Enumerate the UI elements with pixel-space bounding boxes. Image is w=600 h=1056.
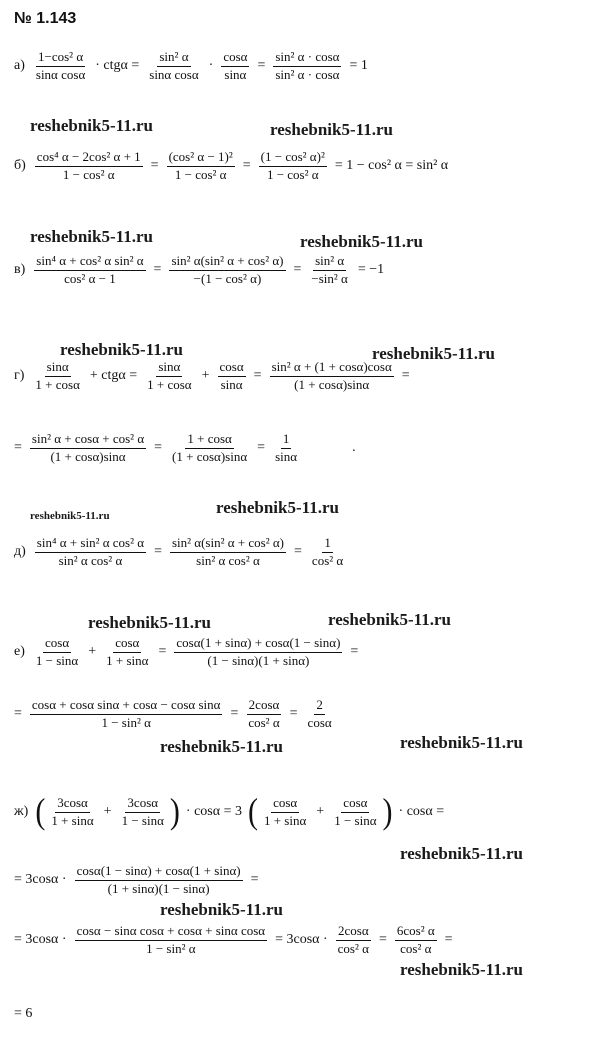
part-zh-result: = 6 [14, 1006, 33, 1021]
fraction: $\frac{3\cos\alpha}{1 - \sin\alpha}$ [121, 795, 164, 828]
fraction: $\frac{\cos\alpha}{1 + \sin\alpha}$ [263, 795, 307, 828]
watermark: reshebnik5-11.ru [160, 737, 283, 756]
watermark: reshebnik5-11.ru [400, 960, 523, 979]
fraction: $\frac{2}{\cos\alpha}$ [307, 697, 332, 730]
watermark: reshebnik5-11.ru [60, 340, 183, 359]
fraction: $\frac{2\cos\alpha}{\text{cos² α}}$ [337, 923, 369, 956]
part-zh-equation-line3: = 3cosα · $\frac{\text{cosα − sinα cosα + cosα + sinα cosα}}{\text{1 − sin² α}}$ = 3cosα · $\frac{2\cos\alpha}{\text{cos² α}}$ = $\frac{\text{6cos² α}}{\text{cos² α}}$ = [14, 923, 453, 956]
fraction: $\frac{\text{sin² α + cosα + cos² α}}{(1 + \cos\alpha)\sin\alpha}$ [31, 431, 145, 464]
fraction: $\frac{\text{cosα − sinα cosα + cosα + sinα cosα}}{\text{1 − sin² α}}$ [76, 923, 266, 956]
watermark: reshebnik5-11.ru [328, 610, 451, 629]
part-zh-equation-line2: = 3cosα · $\frac{\cos\alpha(1 - \sin\alpha) + \cos\alpha(1 + \sin\alpha)}{(1 + \sin\alpha)(1 - \sin\alpha)}$ = [14, 863, 259, 896]
part-e-equation-line2: = $\frac{\text{cosα + cosα sinα + cosα − cosα sinα}}{\text{1 − sin² α}}$ = $\frac{2\cos\alpha}{\text{cos² α}}$ = $\frac{2}{\cos\alpha}$ [14, 697, 332, 730]
fraction: $\frac{\text{cosα + cosα sinα + cosα − cosα sinα}}{\text{1 − sin² α}}$ [31, 697, 221, 730]
part-label: ж) [14, 804, 29, 820]
fraction: $\frac{\text{1−cos² α}}{\text{sinα cosα}}$ [35, 49, 86, 82]
part-label: г) [14, 368, 25, 384]
fraction: $\frac{\text{sin² α(sin² α + cos² α)}}{\text{−(1 − cos² α)}}$ [171, 253, 284, 286]
fraction: $\frac{\text{sin² α}}{\text{sinα cosα}}$ [149, 49, 199, 82]
part-a-equation: а) $\frac{\text{1−cos² α}}{\text{sinα cosα}}$ · ctgα = $\frac{\text{sin² α}}{\text{sinα cosα}}$ · $\frac{\cos\alpha}{\sin\alpha}$ = $\frac{\text{sin² α · cosα}}{\text{sin² α · cosα}}$ = 1 [14, 49, 368, 82]
watermark: reshebnik5-11.ru [30, 227, 153, 246]
fraction: $\frac{\cos\alpha(1 + \sin\alpha) + \cos\alpha(1 - \sin\alpha)}{(1 - \sin\alpha)(1 + \sin\alpha)}$ [176, 635, 341, 668]
fraction: $\frac{\text{sin² α + (1 + cosα)cosα}}{(1 + \cos\alpha)\sin\alpha}$ [271, 359, 392, 392]
fraction: $\frac{1}{\sin\alpha}$ [275, 431, 298, 464]
part-label: а) [14, 58, 25, 74]
watermark: reshebnik5-11.ru [300, 232, 423, 251]
part-d-equation: д) $\frac{\text{sin⁴ α + sin² α cos² α}}{\text{sin² α cos² α}}$ = $\frac{\text{sin² α(sin² α + cos² α)}}{\text{sin² α cos² α}}$ = $\frac{1}{\text{cos² α}}$ [14, 535, 344, 568]
problem-number: № 1.143 [14, 10, 77, 27]
watermark: reshebnik5-11.ru [400, 733, 523, 752]
fraction: $\frac{2\cos\alpha}{\text{cos² α}}$ [248, 697, 280, 730]
watermark: reshebnik5-11.ru [372, 344, 495, 363]
watermark: reshebnik5-11.ru [400, 844, 523, 863]
fraction: $\frac{1 + \cos\alpha}{(1 + \cos\alpha)\sin\alpha}$ [172, 431, 248, 464]
fraction: $\frac{\sin\alpha}{1 + \cos\alpha}$ [147, 359, 192, 392]
fraction: $\frac{\text{sin⁴ α + cos² α sin² α}}{\text{cos² α − 1}}$ [36, 253, 144, 286]
fraction: $\frac{\cos\alpha}{1 - \sin\alpha}$ [35, 635, 79, 668]
part-g-equation-line2: = $\frac{\text{sin² α + cosα + cos² α}}{(1 + \cos\alpha)\sin\alpha}$ = $\frac{1 + \cos\alpha}{(1 + \cos\alpha)\sin\alpha}$ = $\frac{1}{\sin\alpha}$ . [14, 431, 356, 464]
fraction: $\frac{\text{sin² α(sin² α + cos² α)}}{\text{sin² α cos² α}}$ [171, 535, 285, 568]
watermark: reshebnik5-11.ru [270, 120, 393, 139]
part-label: е) [14, 644, 25, 660]
fraction: $\frac{\sin\alpha}{1 + \cos\alpha}$ [35, 359, 80, 392]
watermark: reshebnik5-11.ru [216, 498, 339, 517]
part-zh-equation-line1: ж) ( $\frac{3\cos\alpha}{1 + \sin\alpha}$ + $\frac{3\cos\alpha}{1 - \sin\alpha}$ ) · cosα = 3 ( $\frac{\cos\alpha}{1 + \sin\alpha}$ + $\frac{\cos\alpha}{1 - \sin\alpha}$ ) · cosα = [14, 792, 445, 832]
fraction: $\frac{\text{sin² α}}{\text{−sin² α}}$ [311, 253, 348, 286]
fraction: $\frac{\cos\alpha}{\sin\alpha}$ [223, 49, 248, 82]
fraction: $\frac{\text{(cos² α − 1)²}}{\text{1 − cos² α}}$ [168, 149, 233, 182]
watermark: reshebnik5-11.ru [160, 900, 283, 919]
fraction: $\frac{\text{(1 − cos² α)²}}{\text{1 − cos² α}}$ [260, 149, 325, 182]
part-b-equation: б) $\frac{\text{cos⁴ α − 2cos² α + 1}}{\text{1 − cos² α}}$ = $\frac{\text{(cos² α − 1)²}}{\text{1 − cos² α}}$ = $\frac{\text{(1 − cos² α)²}}{\text{1 − cos² α}}$ = 1 − cos² α = sin² α [14, 149, 449, 182]
fraction: $\frac{\text{sin² α · cosα}}{\text{sin² α · cosα}}$ [275, 49, 340, 82]
part-label: б) [14, 158, 26, 174]
part-e-equation-line1: е) $\frac{\cos\alpha}{1 - \sin\alpha}$ + $\frac{\cos\alpha}{1 + \sin\alpha}$ = $\frac{\cos\alpha(1 + \sin\alpha) + \cos\alpha(1 - \sin\alpha)}{(1 - \sin\alpha)(1 + \sin\alpha)}$ = [14, 635, 359, 668]
watermark: reshebnik5-11.ru [30, 510, 110, 522]
fraction: $\frac{1}{\text{cos² α}}$ [311, 535, 344, 568]
part-v-equation: в) $\frac{\text{sin⁴ α + cos² α sin² α}}{\text{cos² α − 1}}$ = $\frac{\text{sin² α(sin² α + cos² α)}}{\text{−(1 − cos² α)}}$ = $\frac{\text{sin² α}}{\text{−sin² α}}$ = −1 [14, 253, 385, 286]
fraction: $\frac{\cos\alpha}{1 - \sin\alpha}$ [334, 795, 377, 828]
fraction: $\frac{3\cos\alpha}{1 + \sin\alpha}$ [51, 795, 94, 828]
fraction: $\frac{\text{6cos² α}}{\text{cos² α}}$ [396, 923, 435, 956]
fraction: $\frac{\cos\alpha}{\sin\alpha}$ [219, 359, 244, 392]
part-label: д) [14, 544, 26, 560]
part-g-equation-line1: г) $\frac{\sin\alpha}{1 + \cos\alpha}$ + ctgα = $\frac{\sin\alpha}{1 + \cos\alpha}$ + $\frac{\cos\alpha}{\sin\alpha}$ = $\frac{\text{sin² α + (1 + cosα)cosα}}{(1 + \cos\alpha)\sin\alpha}$ = [14, 359, 410, 392]
watermark: reshebnik5-11.ru [88, 613, 211, 632]
fraction: $\frac{\cos\alpha}{1 + \sin\alpha}$ [106, 635, 149, 668]
fraction: $\frac{\text{cos⁴ α − 2cos² α + 1}}{\text{1 − cos² α}}$ [36, 149, 141, 182]
watermark: reshebnik5-11.ru [30, 116, 153, 135]
fraction: $\frac{\cos\alpha(1 - \sin\alpha) + \cos\alpha(1 + \sin\alpha)}{(1 + \sin\alpha)(1 - \sin\alpha)}$ [76, 863, 241, 896]
fraction: $\frac{\text{sin⁴ α + sin² α cos² α}}{\text{sin² α cos² α}}$ [36, 535, 145, 568]
part-label: в) [14, 262, 26, 278]
